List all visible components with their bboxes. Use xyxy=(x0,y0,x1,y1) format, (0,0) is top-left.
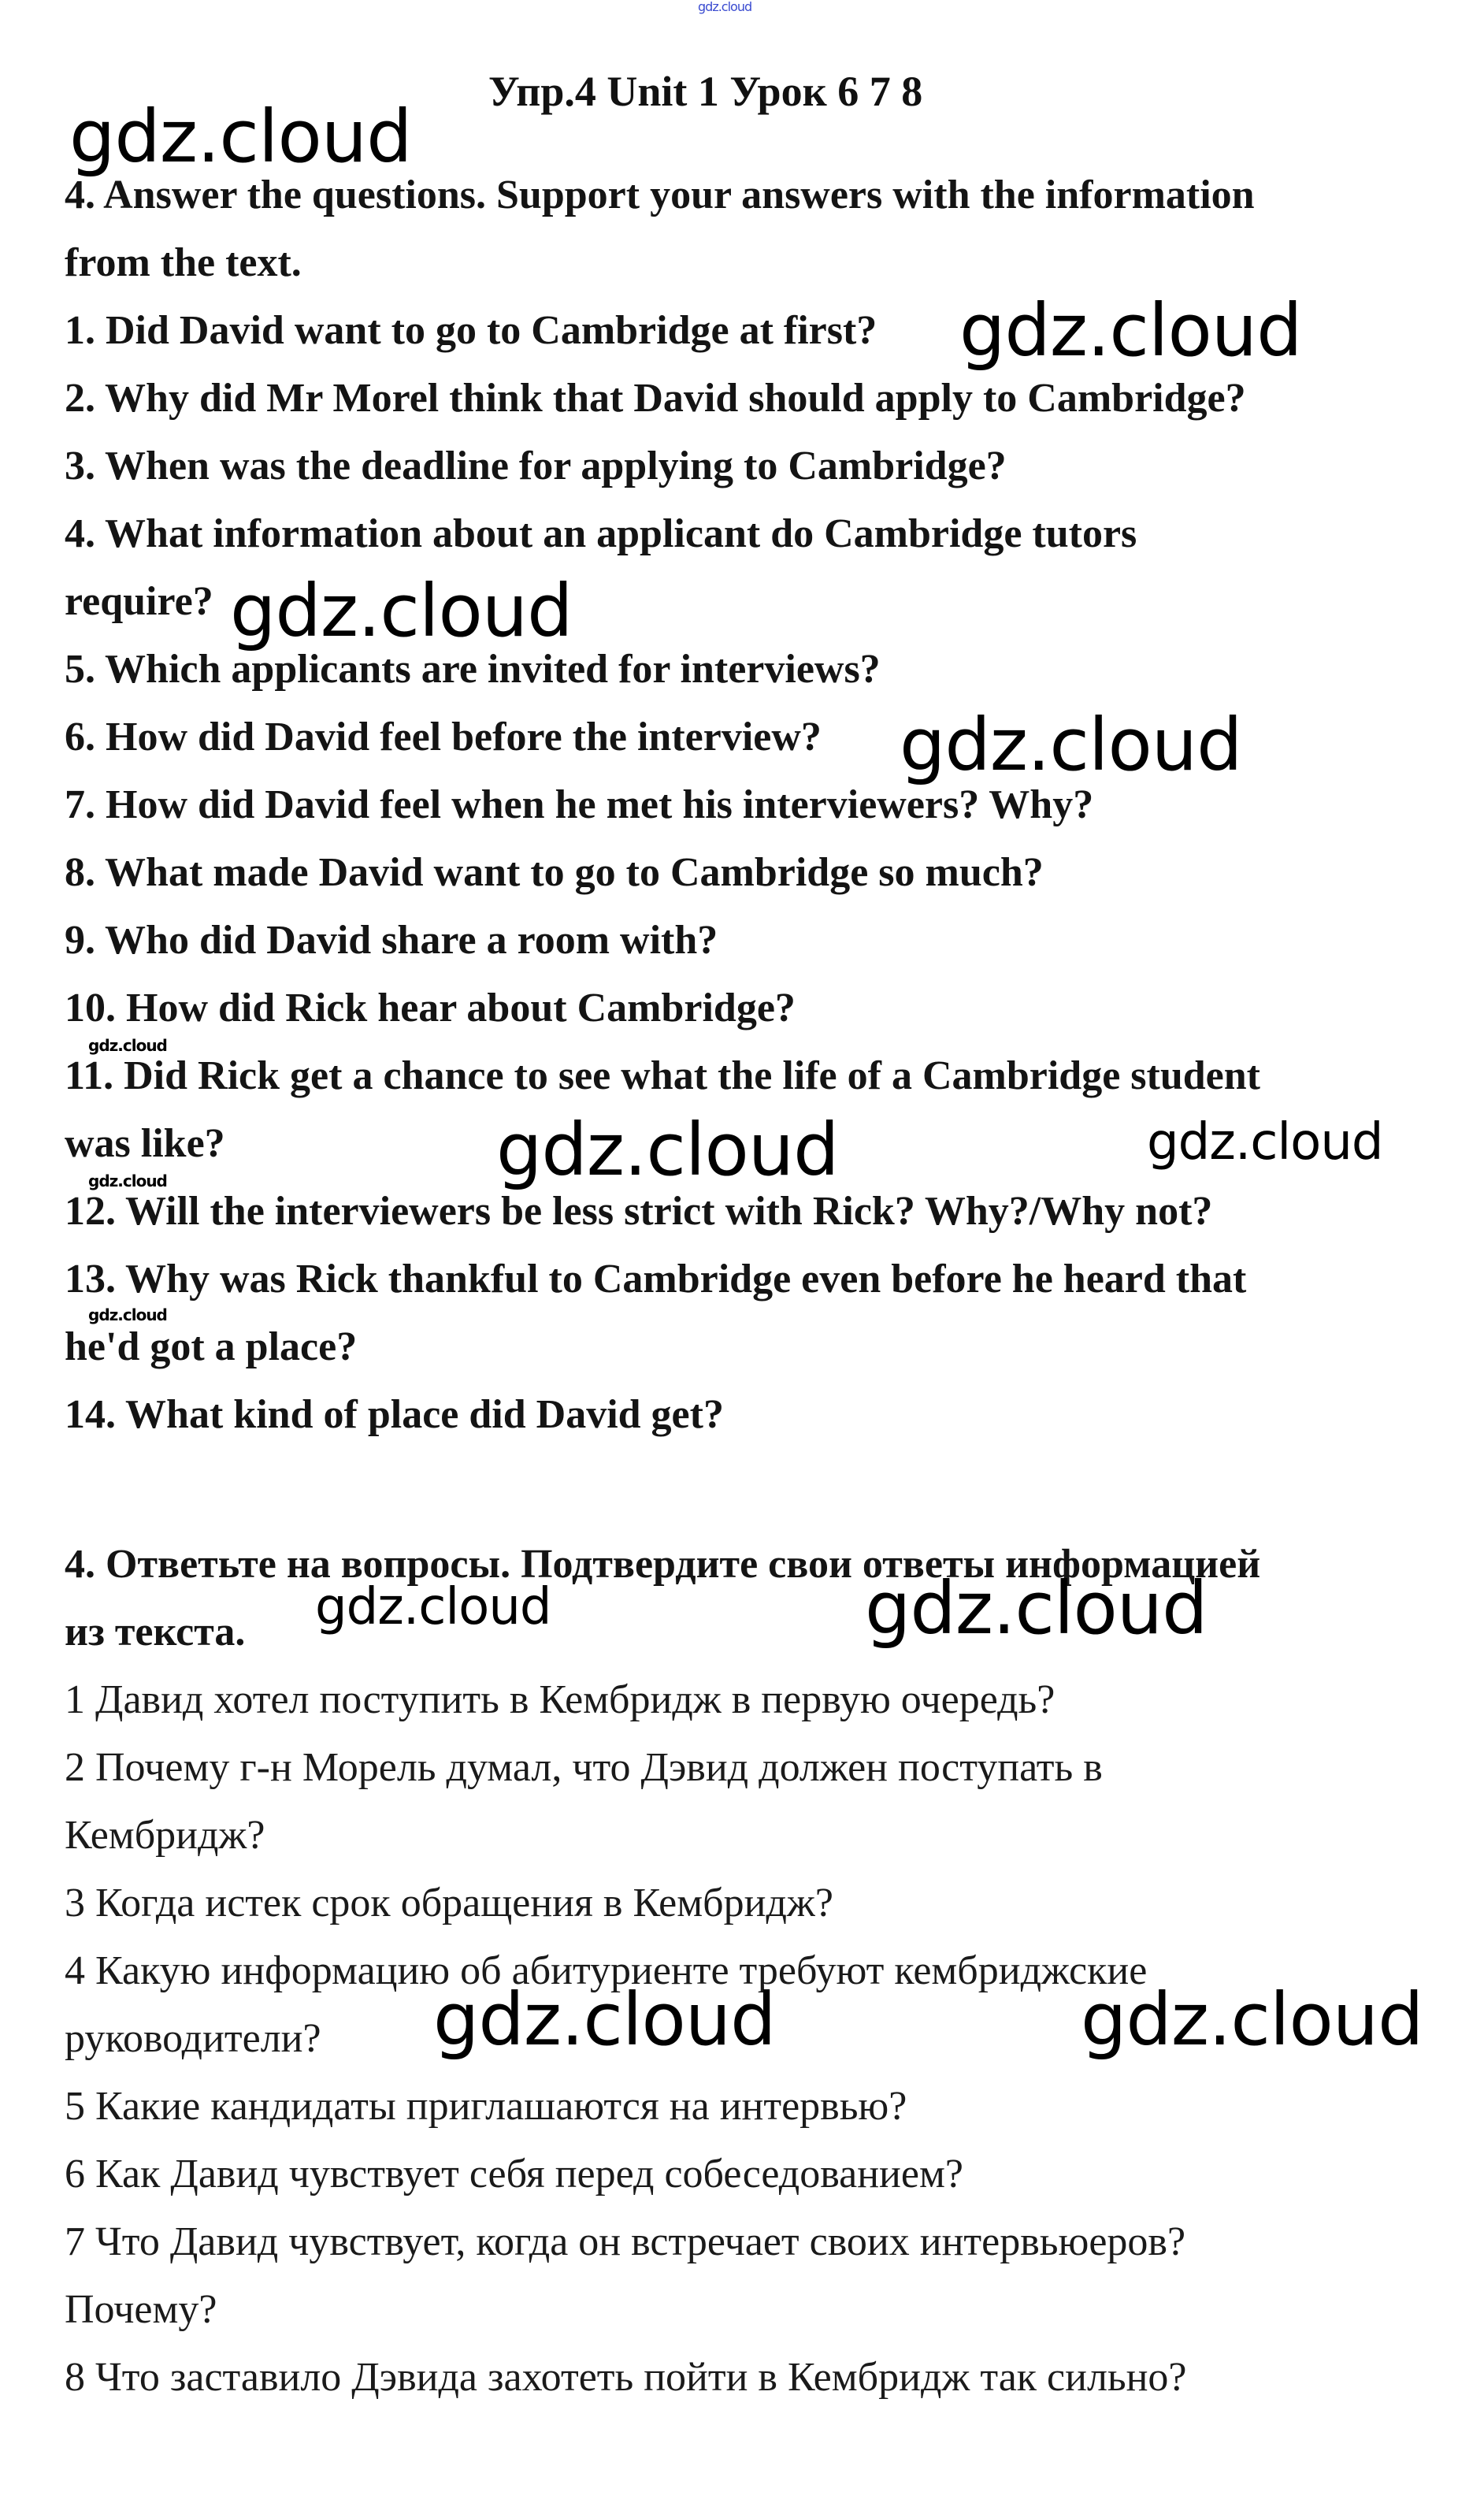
question-13-line-1: 13. Why was Rick thankful to Cambridge even before he heard that xyxy=(65,1257,1247,1302)
question-14: 14. What kind of place did David get? xyxy=(65,1392,724,1437)
question-11-line-2: was like? xyxy=(65,1121,225,1166)
russian-question-4-line-2: руководители? xyxy=(65,2016,321,2061)
question-12: 12. Will the interviewers be less strict with Rick? Why?/Why not? xyxy=(65,1189,1213,1234)
russian-question-2-line-1: 2 Почему г-н Морель думал, что Дэвид должен поступать в xyxy=(65,1745,1103,1790)
watermark: gdz.cloud xyxy=(865,1566,1208,1651)
watermark: gdz.cloud xyxy=(230,569,573,653)
watermark: gdz.cloud xyxy=(1081,1977,1423,2062)
russian-question-1: 1 Давид хотел поступить в Кембридж в первую очередь? xyxy=(65,1677,1055,1722)
question-7: 7. How did David feel when he met his interviewers? Why? xyxy=(65,782,1094,827)
watermark: gdz.cloud xyxy=(88,1036,167,1055)
question-9: 9. Who did David share a room with? xyxy=(65,918,718,963)
question-3: 3. When was the deadline for applying to Cambridge? xyxy=(65,444,1007,488)
russian-question-3: 3 Когда истек срок обращения в Кембридж? xyxy=(65,1881,833,1925)
russian-question-8: 8 Что заставило Дэвида захотеть пойти в Кембридж так сильно? xyxy=(65,2355,1187,2400)
watermark: gdz.cloud xyxy=(88,1305,167,1324)
watermark: gdz.cloud xyxy=(959,288,1302,373)
watermark: gdz.cloud xyxy=(1147,1113,1383,1172)
russian-question-7-line-2: Почему? xyxy=(65,2287,217,2332)
question-4-line-1: 4. What information about an applicant do Cambridge tutors xyxy=(65,511,1137,556)
watermark: gdz.cloud xyxy=(900,703,1242,787)
watermark: gdz.cloud xyxy=(88,1172,167,1190)
russian-heading-line-1: 4. Ответьте на вопросы. Подтвердите свои ответы информацией xyxy=(65,1542,1261,1587)
question-5: 5. Which applicants are invited for interviews? xyxy=(65,647,881,692)
question-1: 1. Did David want to go to Cambridge at first? xyxy=(65,308,877,353)
question-11-line-1: 11. Did Rick get a chance to see what the life of a Cambridge student xyxy=(65,1053,1260,1098)
question-8: 8. What made David want to go to Cambridge so much? xyxy=(65,850,1044,895)
top-watermark: gdz.cloud xyxy=(698,0,752,14)
watermark: gdz.cloud xyxy=(69,95,412,179)
russian-question-2-line-2: Кембридж? xyxy=(65,1813,265,1858)
russian-heading-line-2: из текста. xyxy=(65,1610,246,1654)
watermark: gdz.cloud xyxy=(496,1108,839,1192)
page-title: Упр.4 Unit 1 Урок 6 7 8 xyxy=(488,68,923,115)
question-6: 6. How did David feel before the interview? xyxy=(65,715,822,759)
question-2: 2. Why did Mr Morel think that David should apply to Cambridge? xyxy=(65,376,1246,421)
english-heading-line-2: from the text. xyxy=(65,240,302,285)
russian-question-6: 6 Как Давид чувствует себя перед собеседованием? xyxy=(65,2152,963,2197)
question-13-line-2: he'd got a place? xyxy=(65,1324,358,1369)
watermark: gdz.cloud xyxy=(433,1977,776,2062)
question-10: 10. How did Rick hear about Cambridge? xyxy=(65,986,796,1030)
russian-question-5: 5 Какие кандидаты приглашаются на интервью? xyxy=(65,2084,907,2129)
russian-question-7-line-1: 7 Что Давид чувствует, когда он встречает своих интервьюеров? xyxy=(65,2219,1186,2264)
watermark: gdz.cloud xyxy=(315,1578,551,1636)
english-heading-line-1: 4. Answer the questions. Support your answers with the information xyxy=(65,173,1255,217)
question-4-line-2: require? xyxy=(65,579,213,624)
russian-question-4-line-1: 4 Какую информацию об абитуриенте требуют кембриджские xyxy=(65,1948,1148,1993)
